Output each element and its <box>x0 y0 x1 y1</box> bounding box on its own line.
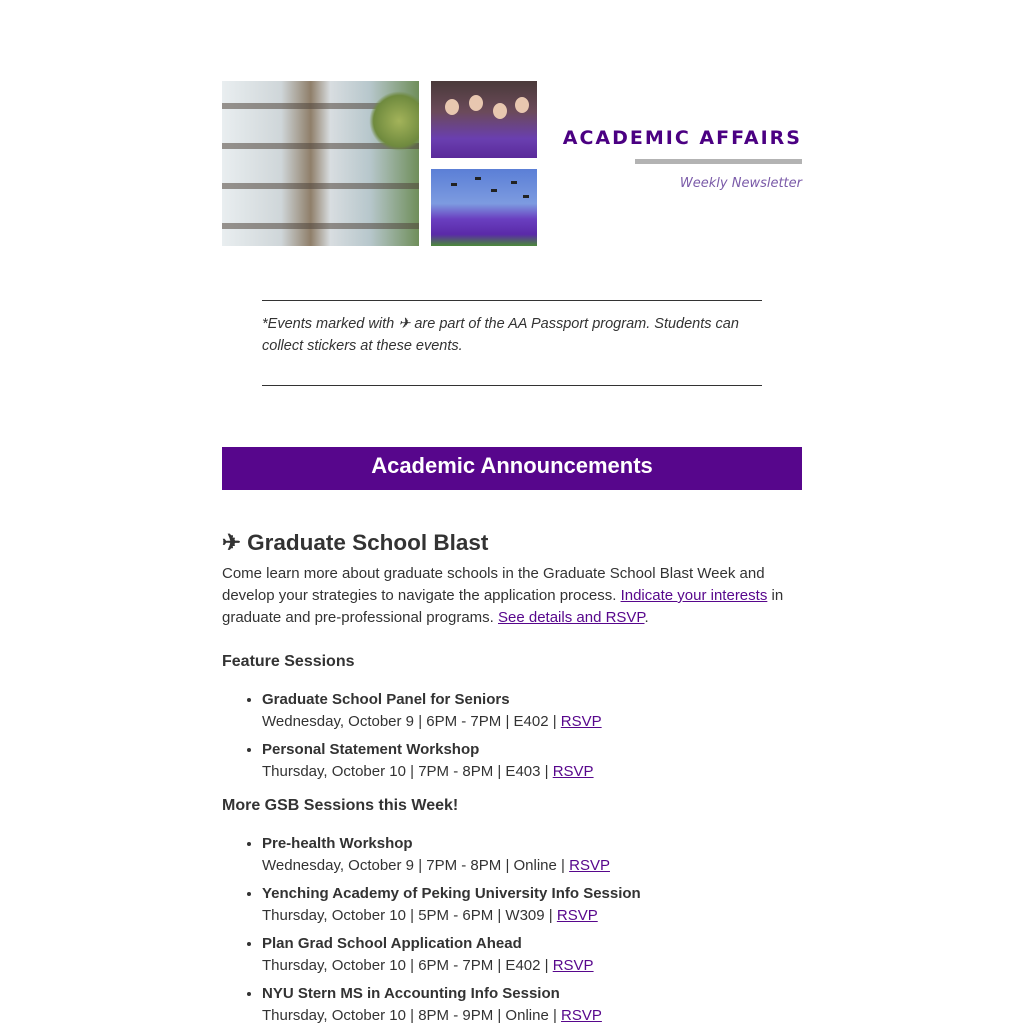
session-details: Thursday, October 10 | 5PM - 6PM | W309 | <box>262 907 557 924</box>
brand-divider <box>635 159 802 164</box>
session-details: Wednesday, October 9 | 6PM - 7PM | E402 | <box>262 713 561 730</box>
details-rsvp-link[interactable]: See details and RSVP <box>498 609 645 626</box>
list-item <box>262 883 802 927</box>
article-title: ✈ Graduate School Blast <box>222 530 489 555</box>
session-title: • Pre-health Workshop <box>262 835 413 852</box>
feature-sessions-list <box>222 689 802 783</box>
session-details: Thursday, October 10 | 6PM - 7PM | E402 | <box>262 957 553 974</box>
more-sessions-list <box>222 833 802 1027</box>
more-sessions-heading: More GSB Sessions this Week! <box>222 797 459 814</box>
brand-block <box>557 127 802 191</box>
passport-note-text: *Events marked with ✈ are part of the AA Passport program. Students can collect stickers at these events. <box>262 316 739 354</box>
header-hero <box>222 81 802 246</box>
list-item <box>262 833 802 877</box>
rsvp-link[interactable]: RSVP <box>552 957 594 974</box>
session-details: Wednesday, October 9 | 7PM - 8PM | Online | <box>262 857 570 874</box>
list-item <box>262 983 802 1027</box>
brand-subtitle: Weekly Newsletter <box>679 176 802 191</box>
rsvp-link[interactable]: RSVP <box>561 1007 602 1024</box>
students-photo <box>431 81 537 158</box>
indicate-interests-link[interactable]: Indicate your interests <box>620 587 768 604</box>
session-details: Thursday, October 10 | 7PM - 8PM | E403 | <box>262 763 553 780</box>
session-title: • Plan Grad School Application Ahead <box>262 935 522 952</box>
session-details: Thursday, October 10 | 8PM - 9PM | Online | <box>262 1007 562 1024</box>
session-title: • Personal Statement Workshop <box>262 741 480 758</box>
building-photo <box>222 81 419 246</box>
list-item <box>262 739 802 783</box>
article <box>222 528 802 1033</box>
rsvp-link[interactable]: RSVP <box>569 857 610 874</box>
graduation-photo <box>431 169 537 246</box>
rsvp-link[interactable]: RSVP <box>552 763 594 780</box>
rsvp-link[interactable]: RSVP <box>556 907 598 924</box>
brand-title: ACADEMIC AFFAIRS <box>562 127 802 149</box>
section-banner: Academic Announcements <box>222 447 802 490</box>
list-item <box>262 689 802 733</box>
passport-note <box>262 300 762 386</box>
feature-sessions-heading: Feature Sessions <box>222 653 355 670</box>
session-title: • Yenching Academy of Peking University Info Session <box>262 885 641 902</box>
session-title: • NYU Stern MS in Accounting Info Session <box>262 985 560 1002</box>
rsvp-link[interactable]: RSVP <box>560 713 602 730</box>
session-title: • Graduate School Panel for Seniors <box>262 691 510 708</box>
article-intro: Come learn more about graduate schools in the Graduate School Blast Week and develop your strategies to navigate the application process. Indicate your interests in graduate and pre-professional programs. See details and RSVP. <box>222 565 784 626</box>
list-item <box>262 933 802 977</box>
